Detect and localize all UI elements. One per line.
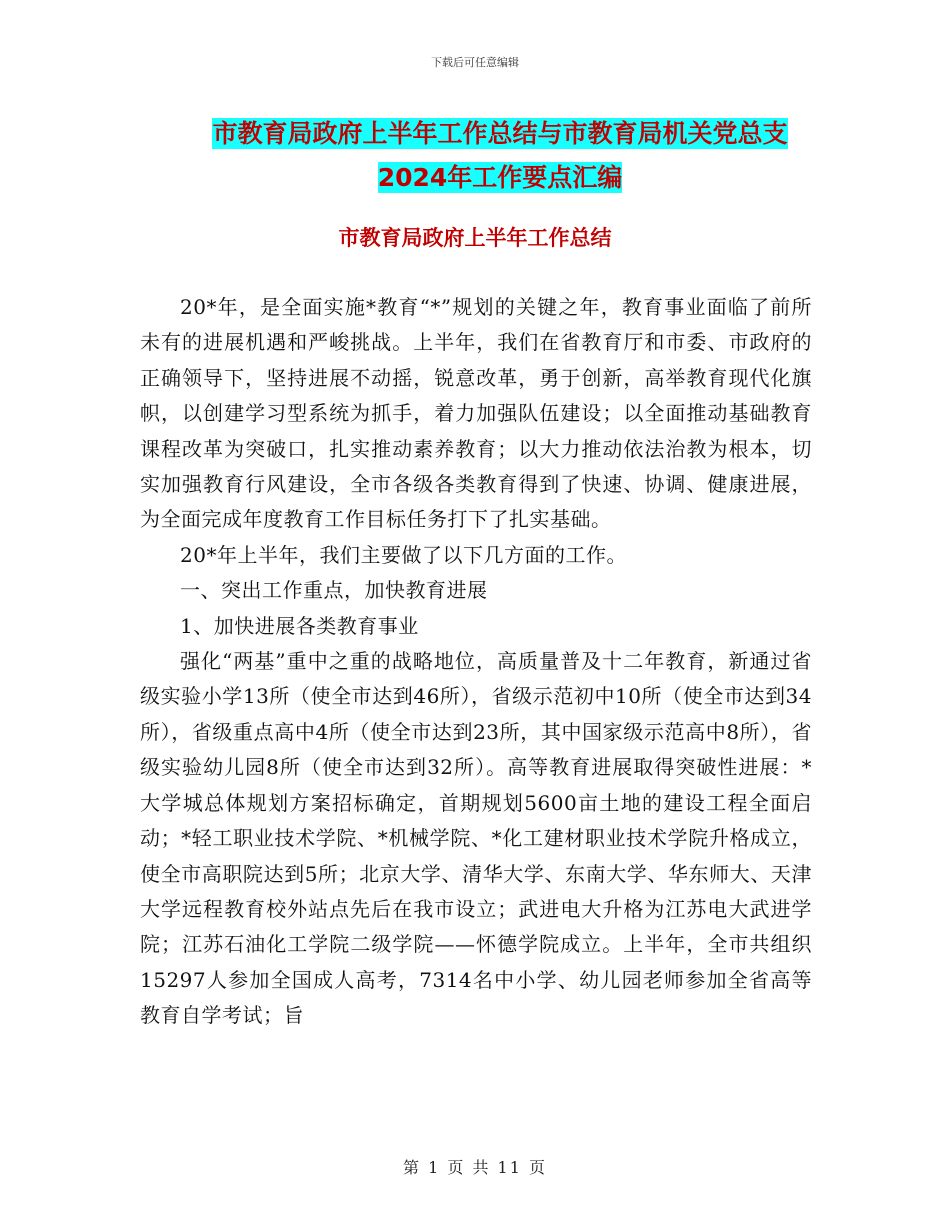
paragraph-education-progress: 强化“两基”重中之重的战略地位，高质量普及十二年教育，新通过省级实验小学13所（使全市达到46所），省级示范初中10所（使全市达到34所），省级重点高中4所（使全市达到23所，其中国家级示范高中8所），省级实验幼儿园8所（使全市达到32所）。高等教育进展取得突破性进展：*大学城总体规划方案招标确定，首期规划5600亩土地的建设工程全面启动；*轻工职业技术学院、*机械学院、*化工建材职业技术学院升格成立，使全市高职院达到5所；北京大学、清华大学、东南大学、华东师大、天津大学远程教育校外站点先后在我市设立；武进电大升格为江苏电大武进学院；江苏石油化工学院二级学院——怀德学院成立。上半年，全市共组织15297人参加全国成人高考，7314名中小学、幼儿园老师参加全省高等教育自学考试；旨 [140,649,812,1028]
header-note: 下载后可任意编辑 [431,56,519,69]
body-content [140,290,812,1034]
page-footer: 第 1 页 共 11 页 [403,1158,547,1177]
heading-level-1: 一、突出工作重点，加快教育进展 [180,578,488,603]
paragraph-intro: 20*年，是全面实施*教育“*”规划的关键之年，教育事业面临了前所未有的进展机遇和严峻挑战。上半年，我们在省教育厅和市委、市政府的正确领导下，坚持进展不动摇，锐意改革，勇于创新，高举教育现代化旗帜，以创建学习型系统为抓手，着力加强队伍建设；以全面推动基础教育课程改革为突破口，扎实推动素养教育；以大力推动依法治教为根本，切实加强教育行风建设，全市各级各类教育得到了快速、协调、健康进展，为全面完成年度教育工作目标任务打下了扎实基础。 [140,295,812,532]
document-title [140,112,860,200]
paragraph-summary-lead: 20*年上半年，我们主要做了以下几方面的工作。 [180,542,627,567]
title-highlight-1: 市教育局政府上半年工作总结与市教育局机关党总支 [212,119,788,148]
section-title: 市教育局政府上半年工作总结 [338,226,612,250]
heading-level-2: 1、加快进展各类教育事业 [180,613,419,638]
document-title-line-1 [140,112,860,156]
title-highlight-2: 2024年工作要点汇编 [377,163,623,192]
document-title-line-2 [140,156,860,200]
